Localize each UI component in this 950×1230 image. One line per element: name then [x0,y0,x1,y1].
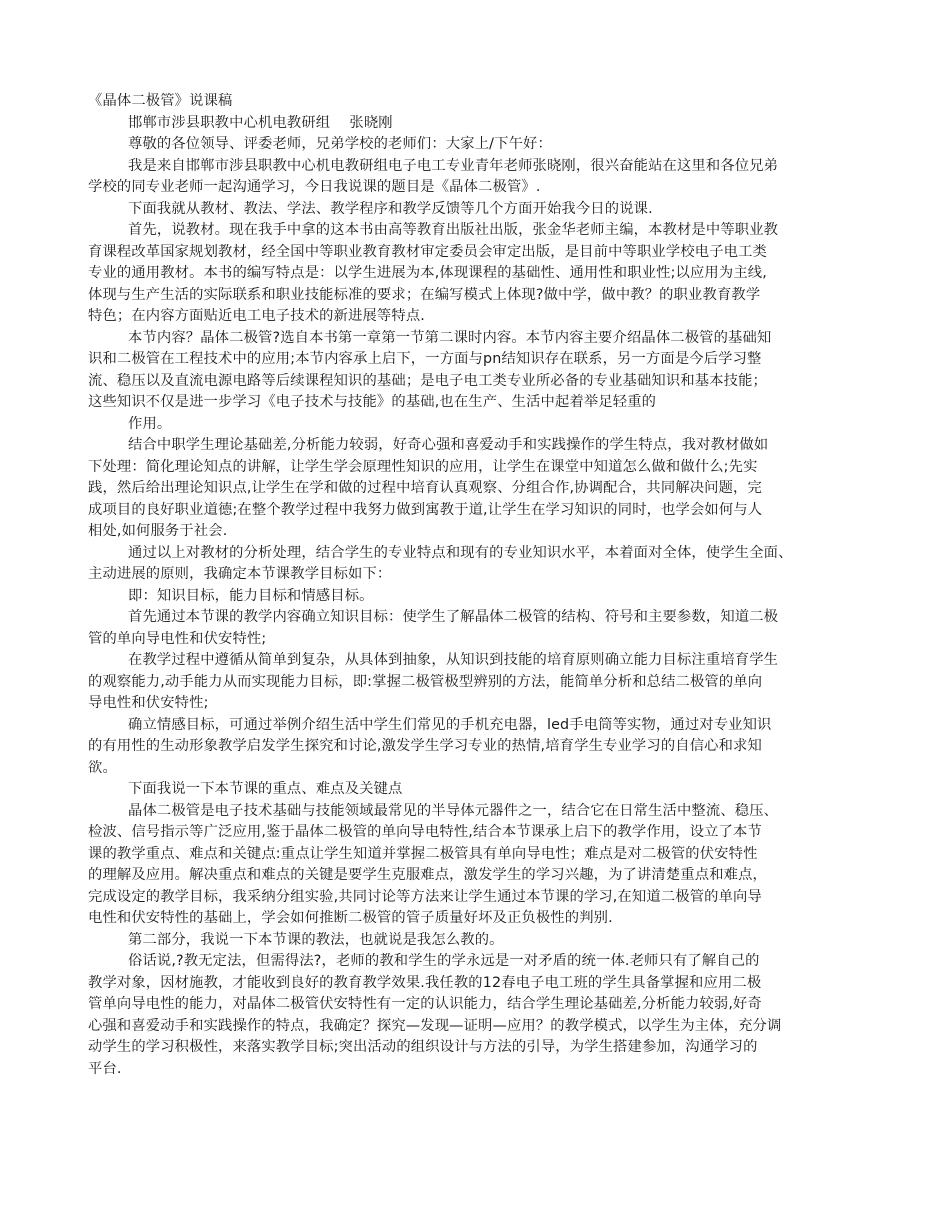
text-line: 晶体二极管是电子技术基础与技能领域最常见的半导体元器件之一，结合它在日常生活中整流、稳压、 [128,802,779,819]
text-line: 这些知识不仅是进一步学习《电子技术与技能》的基础,也在生产、生活中起着举足轻重的 [88,394,657,410]
text-line: 俗话说,?教无定法，但需得法?，老师的教和学生的学永远是一对矛盾的统一体.老师只有了解自己的 [128,953,760,969]
text-line: 第二部分，我说一下本节课的教法，也就说是我怎么教的。 [128,931,504,948]
text-line: 首先，说教材。现在我手中拿的这本书由高等教育出版社出版，张金华老师主编，本教材是中等职业教 [128,222,779,238]
text-line: 尊敬的各位领导、评委老师，兄弟学校的老师们：大家上/下午好： [128,136,552,152]
document-body [88,91,868,1080]
text-line: 成项目的良好职业道德;在整个教学过程中我努力做到寓教于道,让学生在学习知识的同时，也学会如何与人 [88,501,763,518]
text-line: 本节内容？晶体二极管?选自本书第一章第一节第二课时内容。本节内容主要介绍晶体二极管的基础知 [128,329,772,346]
text-line: 确立情感目标，可通过举例介绍生活中学生们常见的手机充电器，led手电筒等实物，通过对专业知识 [128,716,772,733]
text-line: 下处理：简化理论知点的讲解，让学生学会原理性知识的应用，让学生在课堂中知道怎么做和做什么;先实 [88,458,758,475]
text-line: 通过以上对教材的分析处理，结合学生的专业特点和现有的专业知识水平，本着面对全体，使学生全面、 [128,544,793,561]
text-line: 欲。 [88,759,117,776]
text-line: 管单向导电性的能力，对晶体二极管伏安特性有一定的认识能力，结合学生理论基础差,分析能力较弱,好奇 [88,996,762,1012]
text-line: 专业的通用教材。本书的编写特点是：以学生进展为本,体现课程的基础性、通用性和职业性;以应用为主线, [88,265,767,281]
text-line: 学校的同专业老师一起沟通学习，今日我说课的题目是《晶体二极管》. [88,179,541,195]
paragraph-lines [88,134,868,1080]
text-line: 检波、信号指示等广泛应用,鉴于晶体二极管的单向导电特性,结合本节课承上启下的教学作用，设立了本节 [88,824,762,840]
text-line: 下面我就从教材、教法、学法、教学程序和教学反馈等几个方面开始我今日的说课. [128,200,653,217]
text-line: 心强和喜爱动手和实践操作的特点，我确定？探究—发现—证明—应用？的教学模式，以学生为主体，充分调 [88,1017,782,1034]
text-line: 首先通过本节课的教学内容确立知识目标：使学生了解晶体二极管的结构、符号和主要参数，知道二极 [128,609,779,625]
document-title: 《晶体二极管》说课稿 [88,93,233,109]
text-line: 流、稳压以及直流电源电路等后续课程知识的基础；是电子电工类专业所必备的专业基础知识和基本技能； [88,372,767,389]
text-line: 动学生的学习积极性，来落实教学目标;突出活动的组织设计与方法的引导，为学生搭建参加，沟通学习的 [88,1039,758,1055]
text-line: 即：知识目标，能力目标和情感目标。 [128,587,374,604]
text-line: 主动进展的原则，我确定本节课教学目标如下： [88,566,392,582]
text-line: 结合中职学生理论基础差,分析能力较弱，好奇心强和喜爱动手和实践操作的学生特点，我对教材做如 [128,437,769,453]
text-line: 教学对象，因材施教，才能收到良好的教育教学效果.我任教的12春电子电工班的学生具备掌握和应用二极 [88,974,762,991]
text-line: 我是来自邯郸市涉县职教中心机电教研组电子电工专业青年老师张晓刚，很兴奋能站在这里和各位兄弟 [128,157,779,174]
text-line: 下面我说一下本节课的重点、难点及关键点 [128,781,403,797]
text-line: 相处,如何服务于社会. [88,523,228,539]
text-line: 体现与生产生活的实际联系和职业技能标准的要求；在编写模式上体现?做中学，做中教？的职业教育教学 [88,286,761,303]
author-line: 邯郸市涉县职教中心机电教研组 张晓刚 [128,114,393,131]
text-line: 识和二极管在工程技术中的应用;本节内容承上启下，一方面与pn结知识存在联系，另一方面是今后学习整 [88,351,762,367]
text-line: 完成设定的教学目标，我采纳分组实验,共同讨论等方法来让学生通过本节课的学习,在知道二极管的单向导 [88,888,762,905]
text-line: 导电性和伏安特性; [88,695,209,711]
text-line: 在教学过程中遵循从简单到复杂，从具体到抽象，从知识到技能的培育原则确立能力目标注重培育学生 [128,652,779,668]
text-line: 的有用性的生动形象教学启发学生探究和讨论,激发学生学习专业的热情,培育学生专业学习的自信心和求知 [88,738,762,754]
text-line: 践，然后给出理论知识点,让学生在学和做的过程中培育认真观察、分组合作,协调配合，共同解决问题，完 [88,480,762,496]
text-line: 课的教学重点、难点和关键点:重点让学生知道并掌握二极管具有单向导电性；难点是对二极管的伏安特性 [88,845,758,862]
text-line: 育课程改革国家规划教材，经全国中等职业教育教材审定委员会审定出版，是目前中等职业学校电子电工类 [88,243,767,260]
text-line: 的观察能力,动手能力从而实现能力目标，即:掌握二极管极型辨别的方法，能简单分析和总结二极管的单向 [88,673,763,690]
text-line: 电性和伏安特性的基础上，学会如何推断二极管的管子质量好坏及正负极性的判别. [88,910,613,926]
text-line: 管的单向导电性和伏安特性; [88,630,267,647]
text-line: 作用。 [128,415,172,432]
text-line: 特色；在内容方面贴近电工电子技术的新进展等特点. [88,308,425,324]
text-line: 平台. [88,1060,122,1077]
text-line: 的理解及应用。解决重点和难点的关键是要学生克服难点，激发学生的学习兴趣，为了讲清楚重点和难点， [88,867,767,883]
